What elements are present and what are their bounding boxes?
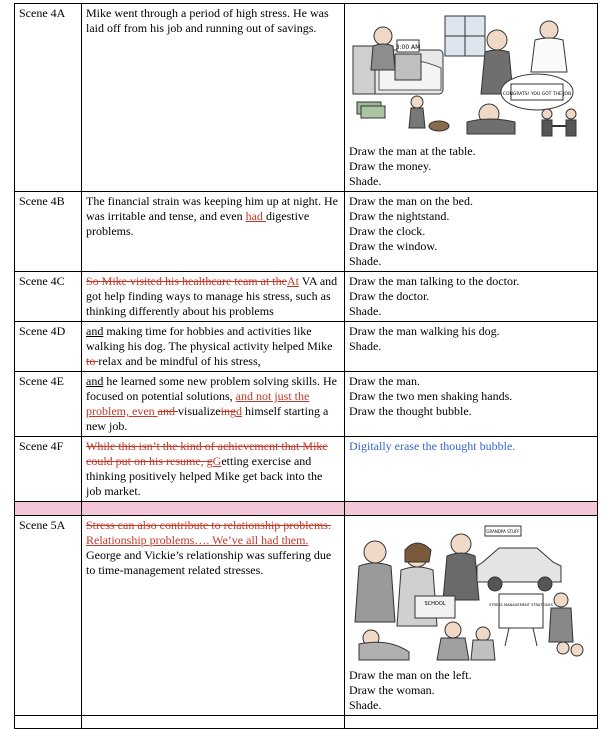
table-row (15, 437, 598, 502)
direction-line: Draw the thought bubble. (349, 404, 472, 418)
narration-cell (82, 716, 345, 729)
script-table (14, 3, 598, 729)
separator-cell (345, 502, 598, 516)
separator-row (15, 502, 598, 516)
narration-cell: Mike went through a period of high stress. He was laid off from his job and running out of savings. (82, 4, 345, 192)
table-row (15, 322, 598, 372)
scene-label (15, 716, 82, 729)
deleted-text: to (86, 354, 99, 368)
inserted-text: d (235, 404, 242, 418)
separator-cell (15, 502, 82, 516)
underlined-text: and (86, 374, 104, 388)
narration-text: himself starting a new job. (86, 404, 329, 433)
narration-cell (82, 192, 345, 272)
directions-cell (345, 716, 598, 729)
narration-cell (82, 516, 345, 716)
top-sign-text: GRANDPA STUFF (486, 529, 520, 534)
table-row (15, 716, 598, 729)
board-sign-text: STRESS MANAGEMENT STRATEGIES (489, 603, 553, 607)
direction-line: Shade. (349, 339, 382, 353)
inserted-text: and not just the problem, even (86, 389, 310, 418)
scene-label: Scene 5A (15, 516, 82, 716)
deleted-text: While this isn’t the kind of achievement that Mike could put on his resume, g (86, 439, 328, 468)
narration-text: The financial strain was keeping him up at night. He was irritable and tense, and even (86, 194, 338, 223)
scene-label: Scene 4C (15, 272, 82, 322)
direction-line: Draw the woman. (349, 683, 435, 697)
sign-text: CONGRATS! YOU GOT THE JOB (502, 92, 572, 97)
direction-line: Shade. (349, 304, 382, 318)
direction-line: Shade. (349, 254, 382, 268)
directions-cell (345, 192, 598, 272)
directions-cell (345, 516, 598, 716)
directions-cell (345, 372, 598, 437)
narration-text: George and Vickie’s relationship was suffering due to time-management related stresses. (86, 548, 332, 577)
narration-text: etting exercise and thinking positively helped Mike get back into the job market. (86, 454, 323, 498)
scene-label: Scene 4D (15, 322, 82, 372)
direction-line: Draw the doctor. (349, 289, 430, 303)
table-row (15, 272, 598, 322)
direction-line: Shade. (349, 174, 382, 188)
direction-line: Draw the man on the bed. (349, 194, 473, 208)
narration-cell (82, 272, 345, 322)
school-sign-text: SCHOOL (424, 601, 446, 607)
scene-4a-illustration (349, 10, 585, 138)
direction-line: Draw the man. (349, 374, 420, 388)
narration-text: making time for hobbies and activities like walking his dog. The physical activity helped Mike (86, 324, 333, 353)
direction-line: Draw the money. (349, 159, 432, 173)
direction-line: Draw the man at the table. (349, 144, 476, 158)
narration-cell (82, 322, 345, 372)
scene-label: Scene 4F (15, 437, 82, 502)
table-row (15, 516, 598, 716)
table-row (15, 372, 598, 437)
deleted-text: Stress can also contribute to relationship problems. (86, 518, 331, 532)
direction-line: Draw the man talking to the doctor. (349, 274, 520, 288)
deleted-text: So Mike visited his healthcare team at the (86, 274, 287, 288)
narration-cell (82, 437, 345, 502)
narration-text: relax and be mindful of his stress, (98, 354, 261, 368)
scene-label: Scene 4B (15, 192, 82, 272)
direction-line: Draw the man walking his dog. (349, 324, 500, 338)
deleted-text: ing (220, 404, 236, 418)
directions-cell (345, 272, 598, 322)
deleted-text: and (157, 404, 178, 418)
clock-text: 3:00 AM (395, 44, 421, 51)
scene-label: Scene 4E (15, 372, 82, 437)
inserted-text: At (286, 274, 299, 288)
separator-cell (82, 502, 345, 516)
underlined-text: and (86, 324, 104, 338)
narration-text: digestive problems. (86, 209, 310, 238)
directions-cell (345, 4, 598, 192)
narration-text: he learned some new problem solving skills. He focused on potential solutions, (86, 374, 337, 403)
direction-line: Draw the clock. (349, 224, 426, 238)
directions-cell (345, 322, 598, 372)
direction-line: Digitally erase the thought bubble. (349, 439, 516, 453)
inserted-text: Relationship problems…. We’ve all had them. (86, 533, 309, 547)
table-row (15, 4, 598, 192)
direction-line: Draw the window. (349, 239, 438, 253)
direction-line: Draw the nightstand. (349, 209, 450, 223)
inserted-text: had (245, 209, 266, 223)
table-row (15, 192, 598, 272)
narration-text: visualize (177, 404, 221, 418)
direction-line: Draw the man on the left. (349, 668, 472, 682)
directions-cell (345, 437, 598, 502)
scene-label: Scene 4A (15, 4, 82, 192)
narration-text: VA and got help finding ways to manage his stress, such as thinking differently about his problems (86, 274, 338, 318)
direction-line: Draw the two men shaking hands. (349, 389, 513, 403)
scene-5a-illustration (349, 522, 585, 662)
narration-cell (82, 372, 345, 437)
inserted-text: G (212, 454, 222, 468)
direction-line: Shade. (349, 698, 382, 712)
